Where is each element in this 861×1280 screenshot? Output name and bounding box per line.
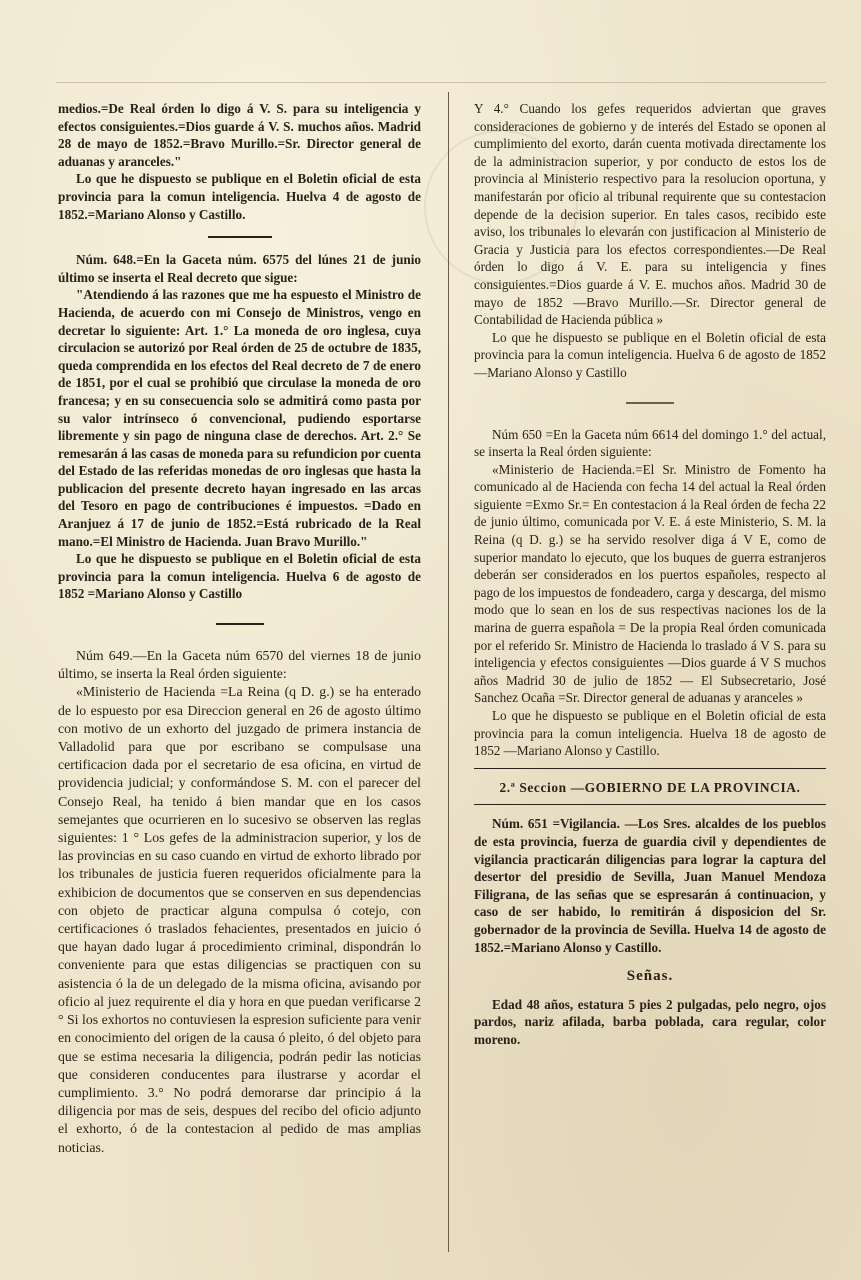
right-column	[474, 100, 826, 1049]
num650-closing: Lo que he dispuesto se publique en el Boletin oficial de esta provincia para la comun inteligencia. Huelva 18 de agosto de 1852 —Mariano Alonso y Castillo.	[474, 708, 826, 759]
section-heading: 2.ª Seccion —GOBIERNO DE LA PROVINCIA.	[499, 779, 801, 795]
num650-body: «Ministerio de Hacienda.=El Sr. Ministro de Fomento ha comunicado al de Hacienda con fecha 14 del actual la Real órden siguiente =Exmo Sr.= En contestacion á la Real órden de fecha 22 de junio último, comunicada por V. E. á este Ministerio, S. M. la Reina (q D. g.) se ha servido resolver diga á V E, como de superior mandato lo ejecuto, que los buques de guerra estranjeros deberán ser considerados en los puertos españoles, respecto al pago de los impuestos de fondeadero, carga y descarga, del mismo modo que lo sean en los de sus respectivas naciones los de la marina de guerra española = De la propia Real órden comunicada por el referido Sr. Ministro de Hacienda lo traslado á V S. para su inteligencia y efectos consiguientes —Dios guarde á V S muchos años Madrid 30 de julio de 1852 — El Subsecretario, José Sanchez Ocaña =Sr. Director general de aduanas y aranceles »	[474, 461, 826, 706]
num648-decree: "Atendiendo á las razones que me ha espuesto el Ministro de Hacienda, de acuerdo con mi Consejo de Ministros, vengo en decretar lo siguiente: Art. 1.° La moneda de oro inglesa, cuya circulacion se autorizó por Real órden de 25 de octubre de 1835, queda comprendida en los efectos del Real decreto de 7 de enero de 1851, por el cual se prohibió que circulase la moneda de oro francesa; y en su consecuencia solo se admitirá como pasta por su valor intrínseco ó convencional, pudiendo esportarse libremente y sin pago de ninguna clase de derechos. Art. 2.° Se remesarán á las casas de moneda para su refundicion por cuenta del Estado de las referidas monedas de oro inglesas que hasta la publicacion del presente decreto hayan ingresado en las arcas del Tesoro en pago de contribuciones é impuestos. =Dado en Aranjuez á 17 de junio de 1852.=Está rubricado de la Real mano.=El Ministro de Hacienda. Juan Bravo Murillo."	[58, 287, 421, 549]
num649-cont-closing: Lo que he dispuesto se publique en el Boletin oficial de esta provincia para la comun inteligencia. Huelva 6 de agosto de 1852 —Mariano Alonso y Castillo	[474, 329, 826, 380]
separator-rule	[208, 236, 272, 238]
column-divider	[448, 92, 449, 1252]
senas-text: Edad 48 años, estatura 5 pies 2 pulgadas, pelo negro, ojos pardos, nariz afilada, barba poblada, cara regular, color moreno.	[474, 996, 826, 1047]
section-rule-bottom	[474, 804, 826, 805]
num648-intro: Núm. 648.=En la Gaceta núm. 6575 del lúnes 21 de junio último se inserta el Real decreto que sigue:	[58, 252, 421, 285]
senas-title: Señas.	[626, 968, 674, 985]
num649-body: «Ministerio de Hacienda =La Reina (q D. g.) se ha enterado de lo espuesto por esa Direccion general en 26 de agosto último con motivo de un exhorto del juzgado de primera instancia de Valladolid para que por escribano se compulsase una certificacion dada por el secretario de esa oficina, en virtud de providencia judicial; y conformándose S. M. con el parecer del Consejo Real, ha tenido á bien mandar que en los casos semejantes que ocurrieren en lo sucesivo se observen las reglas siguientes: 1 ° Los gefes de la administracion superior, y los de las provincias en su caso cuando en virtud de exhorto librado por los tribunales de justicia fueren requeridos oficialmente para la exhibicion de documentos que se conserven en sus dependencias con objeto de practicar alguna compulsa ó cotejo, con certificaciones ó traslados fehacientes, presentados en juicio ó que hayan dado lugar á procedimiento criminal, dispondrán lo conveniente para que estas diligencias se practiquen con su asistencia ó la de un delegado de la misma oficina, avisando por oficio al juez requirente el dia y hora en que puedan verificarse 2 ° Si los exhortos no contuviesen la espresion suficiente para venir en conocimiento del origen de la causa ó pleito, ó del objeto para que se estima necesaria la diligencia, podrán pedir las noticias que consideren conducentes para ilustrarse y acordar el cumplimiento. 3.° No podrá demorarse dar principio á la diligencia por mas de seis, despues del recibo del oficio adjunto el exhorto, ó de la contestacion al pedido de mas amplias noticias.	[58, 684, 421, 1155]
left-column	[58, 100, 421, 1157]
num651-text: Núm. 651 =Vigilancia. —Los Sres. alcaldes de los pueblos de esta provincia, fuerza de guardia civil y dependientes de vigilancia practicarán diligencias para lograr la captura del desertor del presidio de Sevilla, Juan Manuel Mendoza Filigrana, de las señas que se espresarán á continuacion, y caso de ser habido, lo remitirán á disposicion del Sr. gobernador de la provincia de Sevilla. Huelva 14 de agosto de 1852.=Mariano Alonso y Castillo.	[474, 816, 826, 955]
num650-intro: Núm 650 =En la Gaceta núm 6614 del domingo 1.° del actual, se inserta la Real órden siguiente:	[474, 426, 826, 460]
num649-continuation: Y 4.° Cuando los gefes requeridos adviertan que graves consideraciones de gobierno y de interés del Estado se oponen al cumplimiento del exorto, darán cuenta motivada directamente los de la administracion superior, y por conducto de estos los de provincia al Ministerio respectivo para la resolucion oportuna, y manifestarán por oficio al tribunal requirente que su contestacion depende de la decision superior. En tales casos, recibido este aviso, los tribunales lo elevarán con justificacion al Ministerio de Gracia y Justicia para los efectos correspondientes.—De Real órden lo digo á V. E. para su inteligencia y fines consiguientes.=Dios guarde á V. E. muchos años. Madrid 30 de mayo de 1852 —Bravo Murillo.—Sr. Director general de Contabilidad de Hacienda pública »	[474, 101, 826, 328]
block1-closing: Lo que he dispuesto se publique en el Boletin oficial de esta provincia para la comun inteligencia. Huelva 4 de agosto de 1852.=Mariano Alonso y Castillo.	[58, 171, 421, 222]
num649-intro: Núm 649.—En la Gaceta núm 6570 del viernes 18 de junio último, se inserta la Real órden siguiente:	[58, 648, 421, 682]
separator-dash	[216, 623, 264, 625]
separator-dash-right	[626, 402, 674, 404]
top-margin-line	[56, 82, 826, 83]
num648-closing: Lo que he dispuesto se publique en el Boletin oficial de esta provincia para la comun inteligencia. Huelva 6 de agosto de 1852 =Mariano Alonso y Castillo	[58, 551, 421, 602]
section-rule	[474, 768, 826, 769]
block1-text: medios.=De Real órden lo digo á V. S. para su inteligencia y efectos consiguientes.=Dios guarde á V. S. muchos años. Madrid 28 de mayo de 1852.=Bravo Murillo.=Sr. Director general de aduanas y aranceles."	[58, 101, 421, 169]
